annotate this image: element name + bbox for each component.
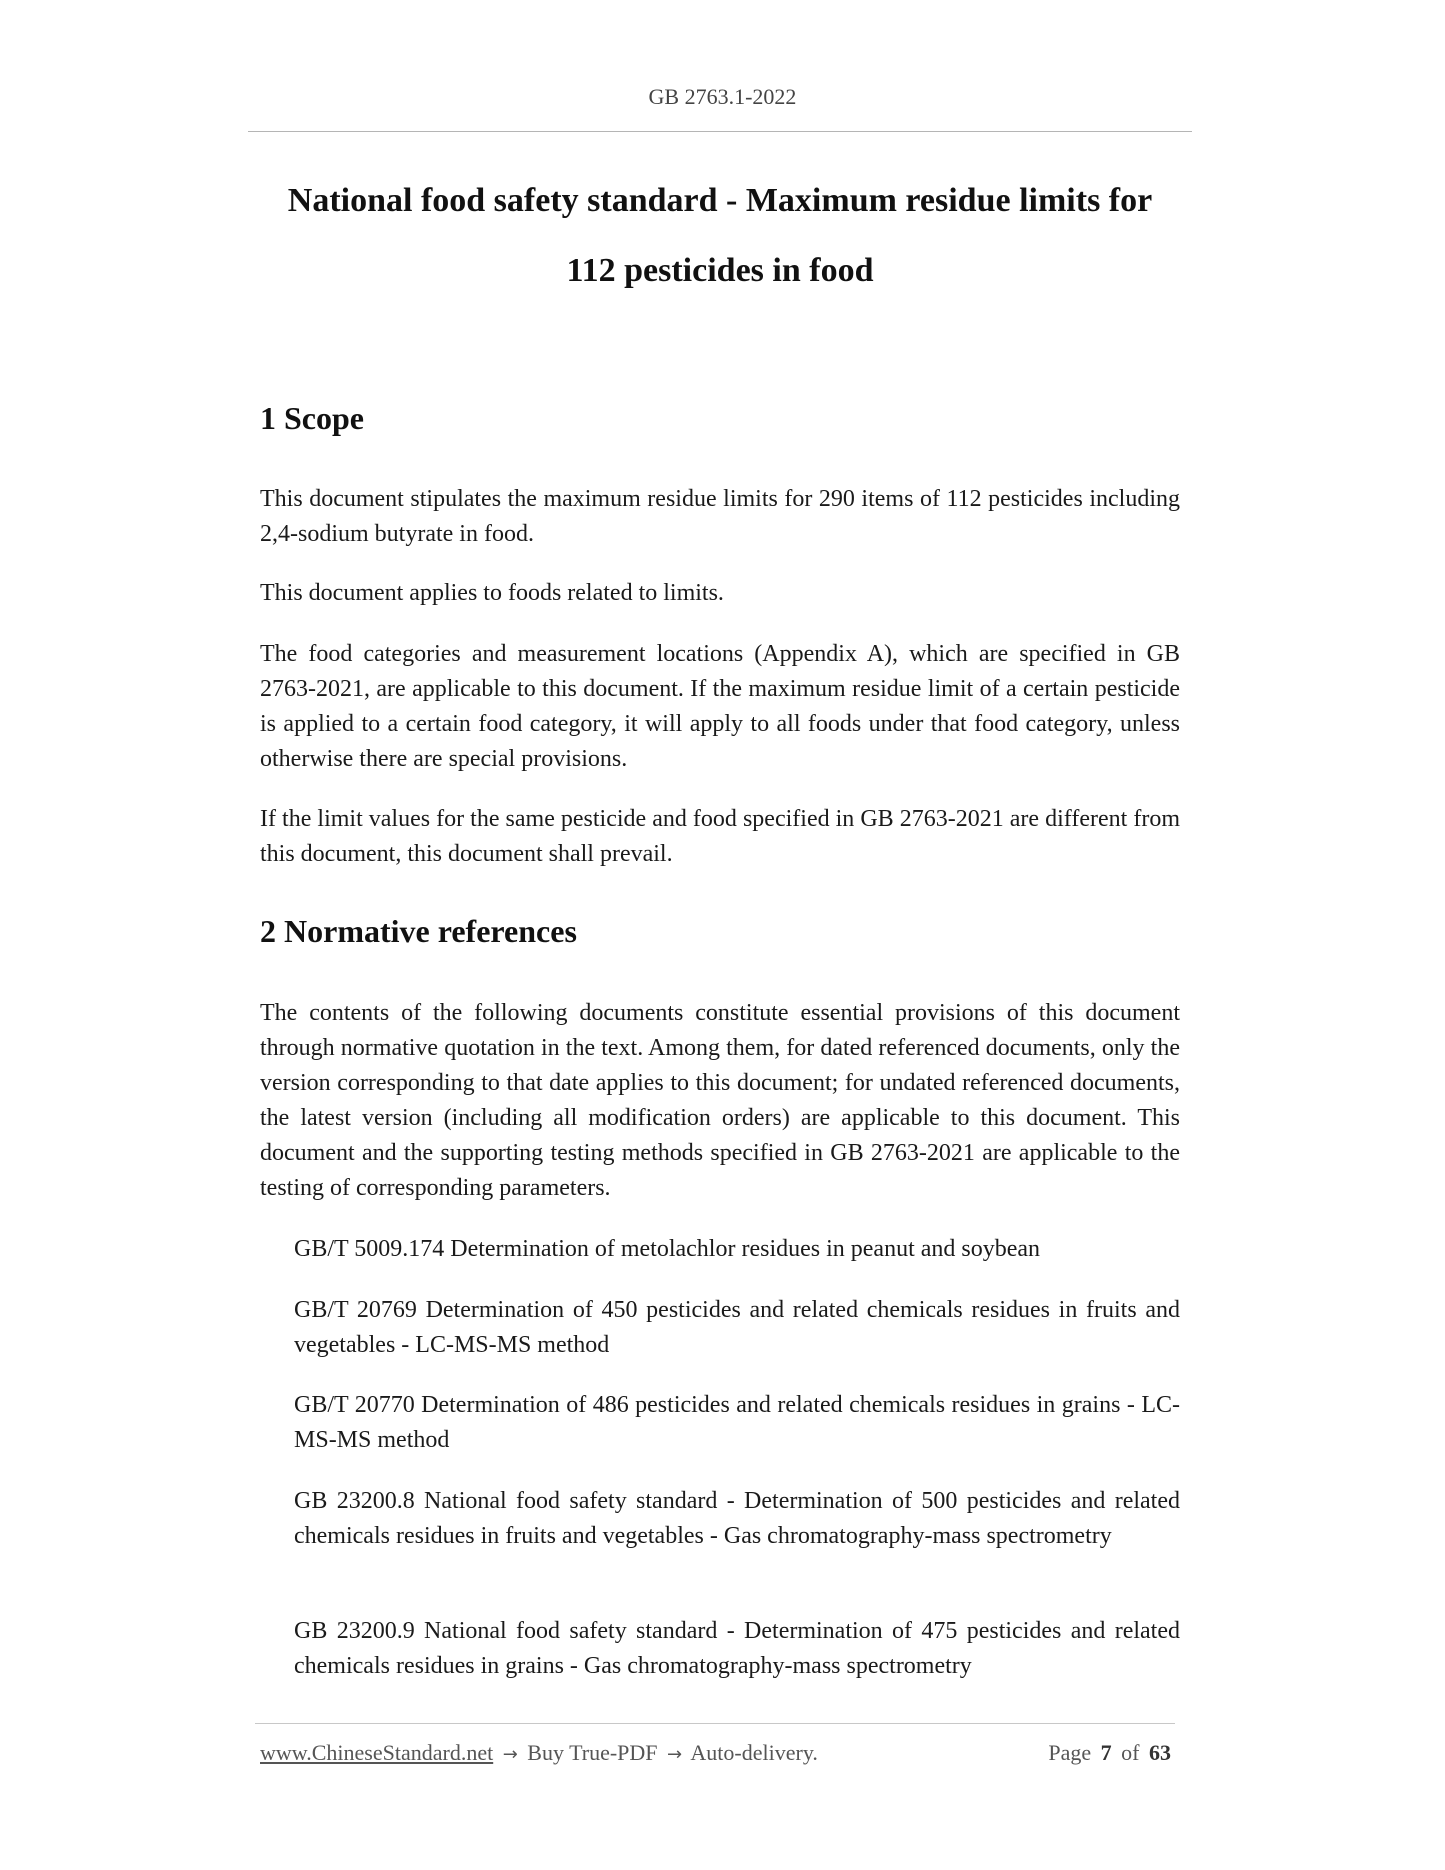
footer-links [260,1740,818,1766]
scope-paragraph: This document stipulates the maximum residue limits for 290 items of 112 pesticides including 2,4-sodium butyrate in food. [260,486,1180,547]
reference-item: GB 23200.8 National food safety standard - Determination of 500 pesticides and related chemicals residues in fruits and vegetables - Gas chromatography-mass spectrometry [294,1488,1180,1549]
title-line-2: 112 pesticides in food [566,252,874,289]
page-current: 7 [1100,1740,1112,1765]
reference-item: GB/T 20770 Determination of 486 pesticides and related chemicals residues in grains - LC-MS-MS method [294,1392,1180,1453]
footer-divider [255,1723,1175,1724]
header-divider [248,131,1192,132]
of-label: of [1121,1740,1140,1765]
page-label: Page [1048,1740,1092,1765]
scope-paragraph: If the limit values for the same pesticide and food specified in GB 2763-2021 are different from this document, this document shall prevail. [260,806,1180,867]
arrow-right-icon: → [502,1744,518,1765]
reference-item: GB/T 5009.174 Determination of metolachlor residues in peanut and soybean [294,1236,1041,1262]
running-header: GB 2763.1-2022 [648,84,797,109]
delivery-text: Auto-delivery. [690,1740,818,1765]
document-title [248,166,1192,306]
title-line-1: National food safety standard - Maximum residue limits for [287,182,1153,219]
reference-item: GB/T 20769 Determination of 450 pesticides and related chemicals residues in fruits and vegetables - LC-MS-MS method [294,1297,1180,1358]
page-indicator [1046,1740,1173,1766]
arrow-right-icon: → [667,1744,683,1765]
site-link[interactable]: www.ChineseStandard.net [260,1740,494,1765]
scope-paragraph: This document applies to foods related to limits. [260,580,724,606]
buy-text: Buy True-PDF [527,1740,658,1765]
scope-paragraph: The food categories and measurement locations (Appendix A), which are specified in GB 2763-2021, are applicable to this document. If the maximum residue limit of a certain pesticide is applied to a certain food category, it will apply to all foods under that food category, unless otherwise there are special provisions. [260,641,1180,772]
page-footer [260,1740,1173,1766]
reference-item: GB 23200.9 National food safety standard - Determination of 475 pesticides and related chemicals residues in grains - Gas chromatography-mass spectrometry [294,1618,1180,1679]
section-heading-normative-references: 2 Normative references [260,913,577,949]
section-heading-scope: 1 Scope [260,400,364,436]
page-total: 63 [1149,1740,1171,1765]
normative-intro-paragraph: The contents of the following documents constitute essential provisions of this document through normative quotation in the text. Among them, for dated referenced documents, only the version corresponding to that date applies to this document; for undated referenced documents, the latest version (including all modification orders) are applicable to this document. This document and the supporting testing methods specified in GB 2763-2021 are applicable to the testing of corresponding parameters. [260,1000,1180,1201]
